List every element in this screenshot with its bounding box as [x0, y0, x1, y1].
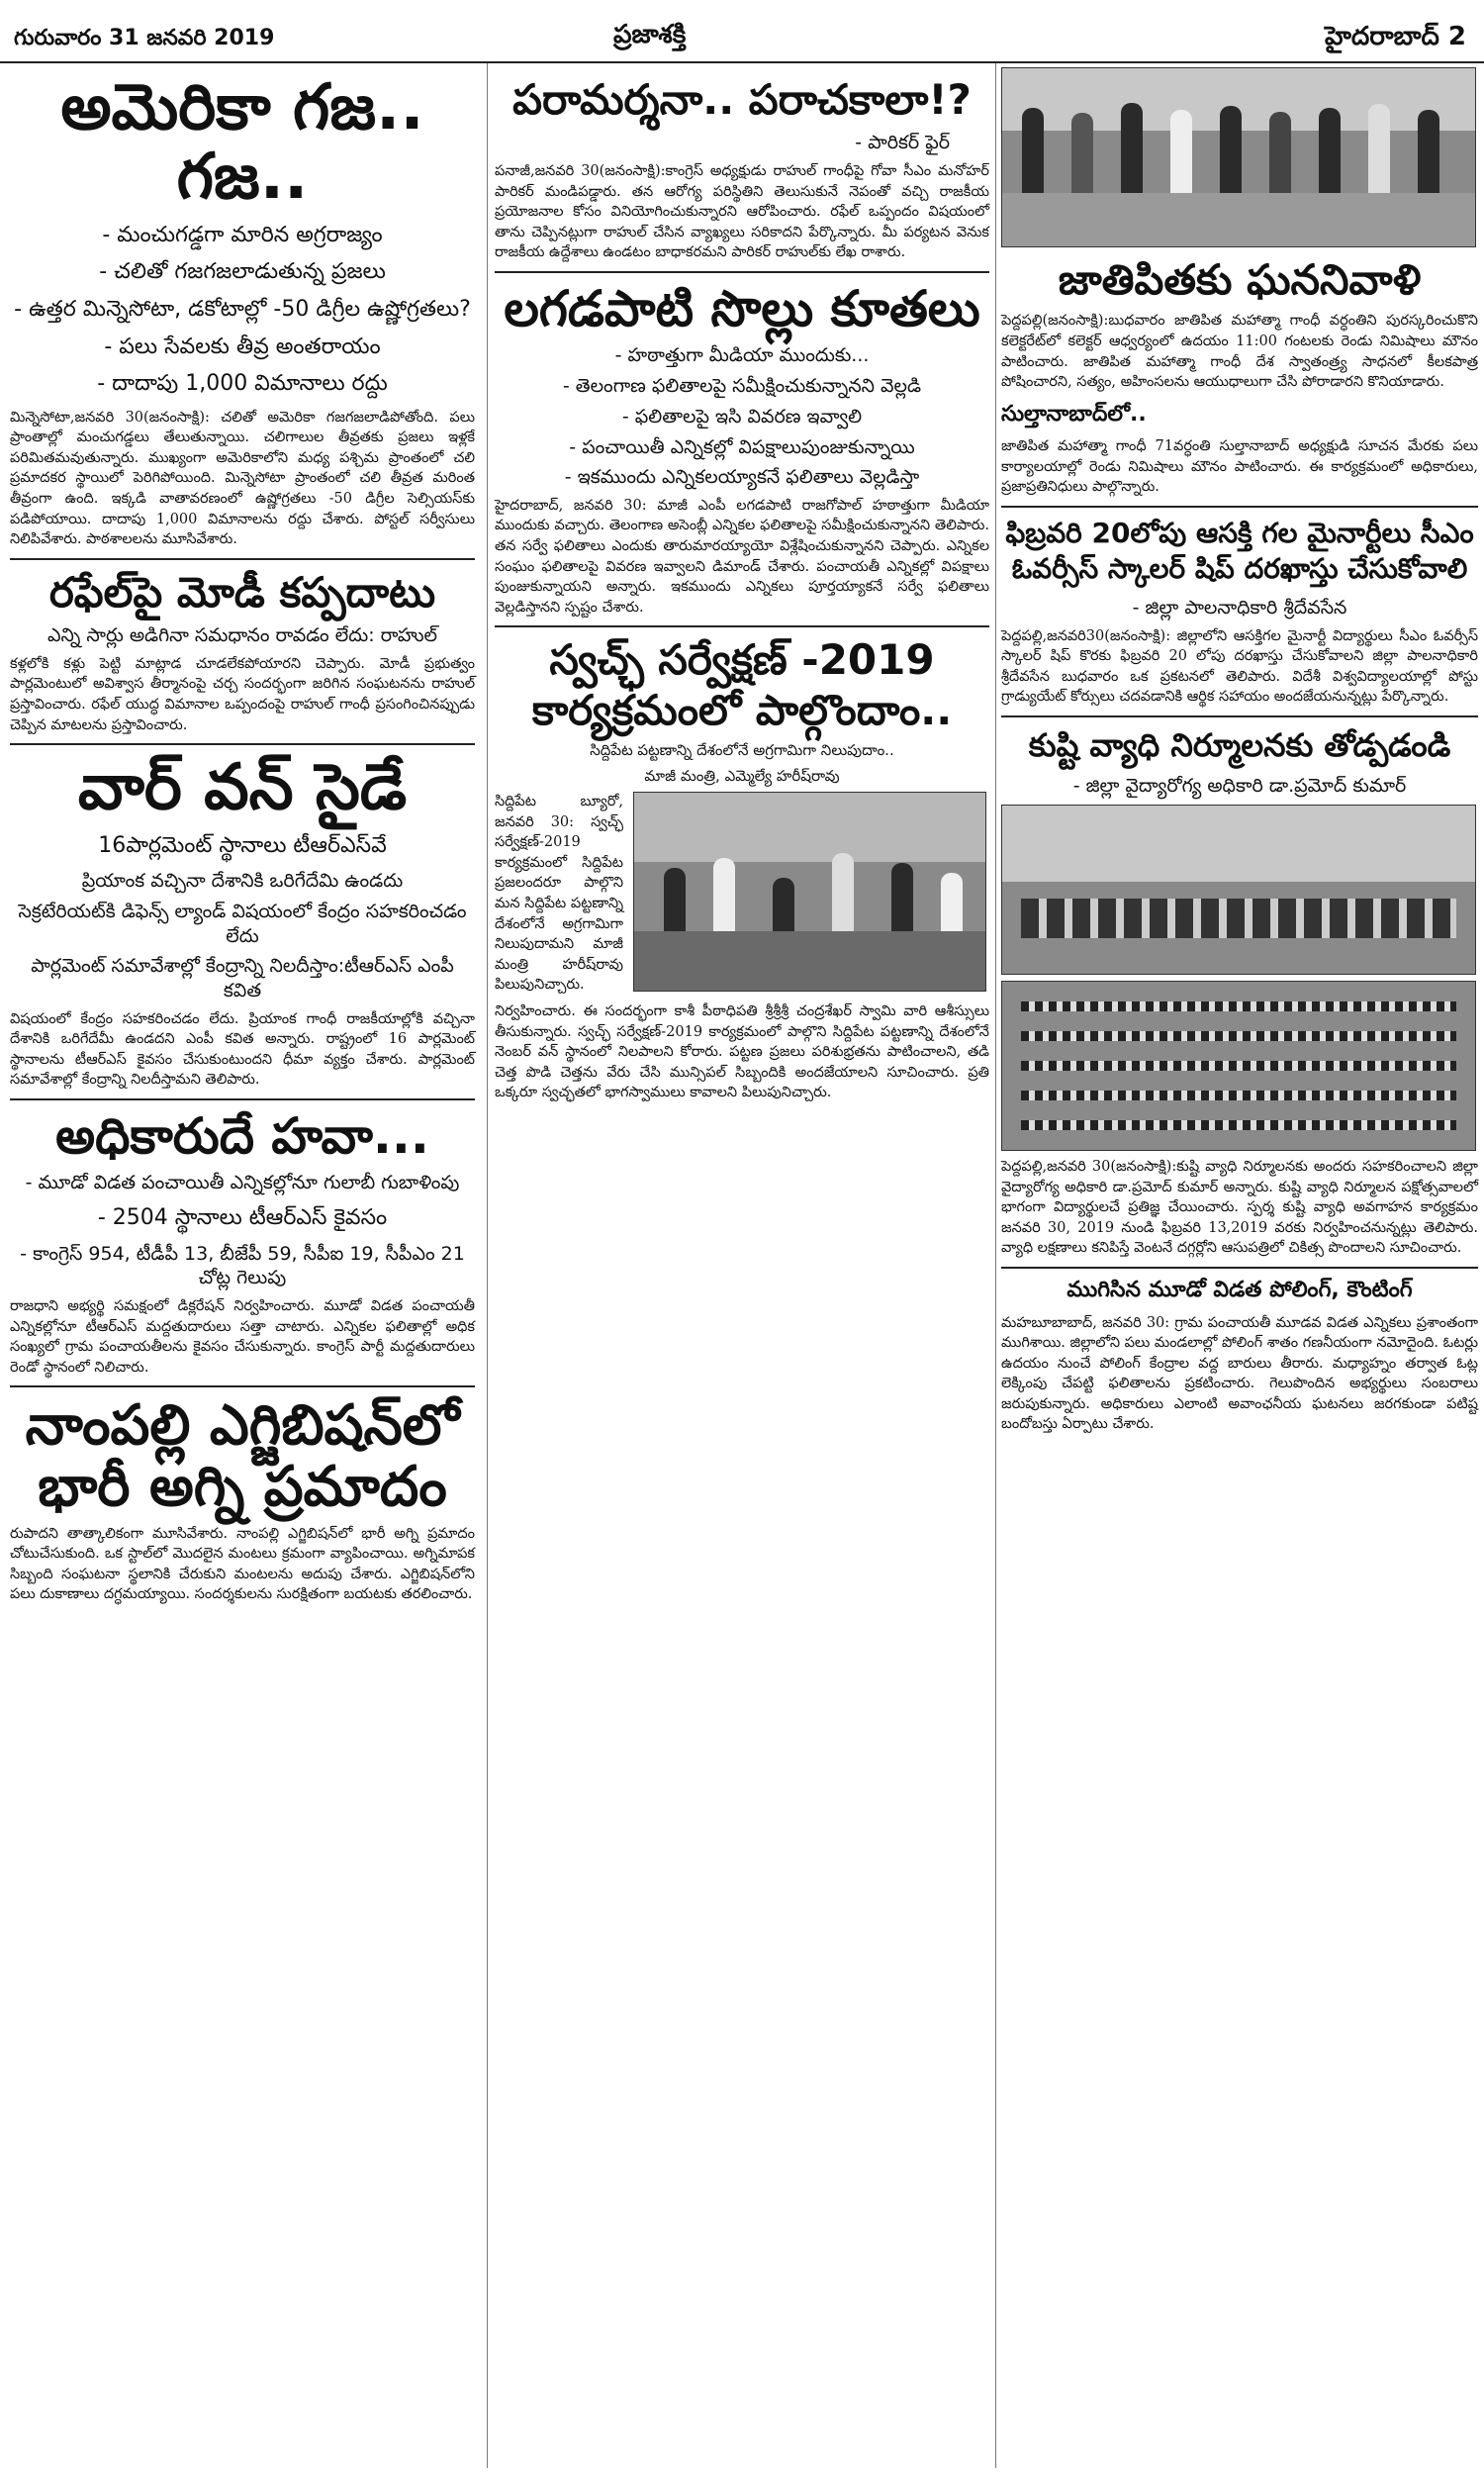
- column-left: [10, 67, 475, 1611]
- article-body: పెద్దపల్లి(జనంసాక్షి):బుధవారం జాతిపిత మహాత్మా గాంధీ వర్ధంతిని పురస్కరించుకొని కలెక్టరేట్‌లో కలెక్టర్ ఆధ్వర్యంలో ఉదయం 11:00 గంటలకు రెండు నిమిషాలు మౌనం పాటించారు. జాతిపిత మహాత్మా గాంధీ దేశ స్వాతంత్ర్య సాధనలో కీలకపాత్ర పోషించారని, సత్యం, అహింసలను ఆయుధాలుగా చేసి పోరాడారని కొనియాడారు.: [1001, 313, 1478, 391]
- article-officials-hawa: [10, 1108, 475, 1378]
- photo-background: [1002, 806, 1475, 882]
- headline: లగడపాటి సొల్లు కూతలు: [504, 279, 980, 337]
- headline: నాంపల్లి ఎగ్జిబిషన్‌లో భారీ అగ్ని ప్రమాదం: [25, 1393, 460, 1519]
- column-right: [1001, 67, 1478, 1441]
- headline: వార్ వన్ సైడే: [77, 751, 408, 825]
- subheadline: పార్లమెంట్ సమావేశాల్లో కేంద్రాన్ని నిలదీస్తాం:టీఆర్ఎస్ ఎంపీ కవిత: [31, 955, 454, 1001]
- photo-people-row: [1021, 1120, 1456, 1130]
- article-body: జాతిపిత మహాత్మా గాంధీ 71వర్ధంతి సుల్తానాబాద్ అధ్యక్షుడి సూచన మేరకు పలు కార్యాలయాల్లో రెండు నిమిషాలు మౌనం పాటించారు. ఈ కార్యక్రమంలో అధికారులు, ప్రజాప్రతినిధులు పాల్గొన్నారు.: [1001, 438, 1478, 496]
- article-body: నిర్వహించారు. ఈ సందర్భంగా కాశీ పీఠాధిపతి శ్రీశ్రీశ్రీ చంద్రశేఖర్ స్వామి వారి ఆశీస్సులు తీసుకున్నారు. స్వచ్ఛ్ సర్వేక్షణ్-2019 కార్యక్రమంలో పాల్గొని సిద్దిపేట పట్టణాన్ని దేశంలోనే నెంబర్ వన్ స్థానంలో నిలపాలని కోరారు. పట్టణ ప్రజలు పరిశుభ్రతను పాటించాలని, తడి చెత్త పొడి చెత్తను వేరు చేసి మున్సిపల్ సిబ్బందికి అందజేయాలని సూచించారు. ప్రతి ఒక్కరూ స్వచ్ఛతలో భాగస్వాములు కావాలని పిలుపునిచ్చారు.: [495, 1002, 989, 1101]
- headline: అమెరికా గజ.. గజ..: [60, 71, 424, 215]
- divider: [10, 743, 475, 745]
- column-middle: [495, 67, 989, 1109]
- headline: రఫేల్‌పై మోడీ కప్పదాటు: [48, 567, 436, 617]
- article-third-phase-polling: [1001, 1277, 1478, 1435]
- photo-people-row: [1021, 1061, 1456, 1071]
- divider: [1001, 715, 1478, 717]
- photo-people-row: [1021, 1001, 1456, 1011]
- subheadline: - పారికర్ ఫైర్: [855, 132, 950, 154]
- article-lagadapati: [495, 281, 989, 618]
- subheadline: - హఠాత్తుగా మీడియా ముందుకు...: [614, 344, 870, 367]
- newspaper-name: ప్రజాశక్తి: [613, 20, 687, 49]
- article-overseas-scholarship: [1001, 516, 1478, 708]
- article-body: మహబూబాబాద్, జనవరి 30: గ్రామ పంచాయతీ మూడవ విడత ఎన్నికలు ప్రశాంతంగా ముగిశాయి. జిల్లాలోని పలు మండలాల్లో పోలింగ్ శాతం గణనీయంగా నమోదైంది. ఓటర్లు ఉదయం నుంచే పోలింగ్ కేంద్రాల వద్ద బారులు తీరారు. మధ్యాహ్నం తర్వాత ఓట్ల లెక్కింపు చేపట్టి ఫలితాలను ప్రకటించారు. గెలుపొందిన అభ్యర్థులు సంబరాలు జరుపుకున్నారు. అధికారులు ఎలాంటి అవాంఛనీయ ఘటనలు జరగకుండా పటిష్ట బందోబస్తు ఏర్పాటు చేశారు.: [1001, 1314, 1478, 1433]
- column-divider: [487, 63, 488, 2468]
- article-gandhi-tribute: [1001, 255, 1478, 498]
- photo-people-row: [1021, 899, 1456, 938]
- headline: కుష్టి వ్యాధి నిర్మూలనకు తోడ్పడండి: [1028, 725, 1451, 764]
- article-body: రాజధాని అభ్యర్థి సమక్షంలో డిక్లరేషన్ నిర్వహించారు. మూడో విడత పంచాయతీ ఎన్నికల్లోనూ టీఆర్ఎస్ మద్దతుదారులు సత్తా చాటారు. ఎన్నికల ఫలితాల్లో అధిక సంఖ్యలో గ్రామ పంచాయతీలను కైవసం చేసుకున్నారు. కాంగ్రెస్ పార్టీ మద్దతుదారులు రెండో స్థానంలో నిలిచారు.: [10, 1298, 475, 1376]
- subheadline: సెక్రటేరియట్‌కి డిఫెన్స్ ల్యాండ్ విషయంలో కేంద్రం సహకరించడం లేదు: [18, 900, 467, 947]
- article-body: మిన్నెసోటా,జనవరి 30(జనంసాక్షి): చలితో అమెరికా గజగజలాడిపోతోంది. పలు ప్రాంతాల్లో మంచుగడ్డలు తేలుతున్నాయి. చలిగాలుల తీవ్రతకు ప్రజలు ఇళ్లకే పరిమితమవుతున్నారు. ముఖ్యంగా అమెరికాలోని మధ్య పశ్చిమ ప్రాంతంలో చలి ప్రమాదకర స్థాయిలో పెరిగిపోయింది. మిన్నెసోటా ప్రాంతంలో చలి తీవ్రత మరింత తీవ్రంగా ఉంది. ఇక్కడి వాతావరణంలో ఉష్ణోగ్రతలు -50 డిగ్రీల సెల్సియస్‌కు పడిపోయాయి. దాదాపు 1,000 విమానాలను రద్దు చేశారు. పోస్టల్ సర్వీసులు నిలిపివేశారు. పాఠశాలలను మూసివేశారు.: [10, 409, 475, 548]
- article-body: పనాజీ,జనవరి 30(జనంసాక్షి):కాంగ్రెస్ అధ్యక్షుడు రాహుల్ గాంధీపై గోవా సీఎం మనోహర్ పారికర్ మండిపడ్డారు. తన ఆరోగ్య పరిస్థితిని తెలుసుకునే నెపంతో వచ్చి రాజకీయ ప్రయోజనాల కోసం వినియోగించుకున్నారని ఆరోపించారు. రఫేల్ ఒప్పందం విషయంలో తాను చెప్పినట్లుగా రాహుల్ చేసిన వ్యాఖ్యలు సరికాదని పేర్కొన్నారు. మీ పర్యటన వెనుక రాజకీయ ఉద్దేశాలు ఉండటం బాధాకరమని పారికర్ రాహుల్‌కు లేఖ రాశారు.: [495, 163, 989, 261]
- subheadline: - పంచాయితీ ఎన్నికల్లో విపక్షాలుపుంజుకున్నాయి: [569, 435, 915, 458]
- article-body: రుపాదని తాత్కాలికంగా మూసివేశారు. నాంపల్లి ఎగ్జిబిషన్‌లో భారీ అగ్ని ప్రమాదం చోటుచేసుకుంది. ఒక స్టాల్‌లో మొదలైన మంటలు క్రమంగా వ్యాపించాయి. అగ్నిమాపక సిబ్బంది సంఘటనా స్థలానికి చేరుకుని మంటలను అదుపు చేశారు. ఎగ్జిబిషన్‌లోని పలు దుకాణాలు దగ్ధమయ్యాయి. సందర్శకులను సురక్షితంగా బయటకు తరలించారు.: [10, 1525, 475, 1603]
- headline: పరామర్శనా.. పరాచకాలా!?: [512, 75, 972, 124]
- gandhi-tribute-photo: [1001, 67, 1476, 247]
- subheadline: - ఉత్తర మిన్నెసోటా, డకోటాల్లో -50 డిగ్రీల ఉష్ణోగ్రతలు?: [14, 296, 471, 322]
- article-body: సిద్దిపేట బ్యూరో, జనవరి 30: స్వచ్ఛ్ సర్వేక్షణ్-2019 కార్యక్రమంలో సిద్దిపేట ప్రజలందరూ పాల్గొని మన సిద్దిపేట పట్టణాన్ని దేశంలోనే అగ్రగామిగా నిలుపుదామని మాజీ మంత్రి హరీష్‌రావు పిలుపునిచ్చారు.: [495, 794, 623, 994]
- photo-people-row: [1021, 1031, 1456, 1041]
- divider: [495, 625, 989, 627]
- article-exhibition-fire: [10, 1395, 475, 1605]
- column-divider: [995, 63, 996, 2468]
- section-subhead: సుల్తానాబాద్‌లో..: [1001, 401, 1147, 427]
- article-body: పెద్దపల్లి,జనవరి 30(జనంసాక్షి):కుష్టి వ్యాధి నిర్మూలనకు అందరు సహకరించాలని జిల్లా వైద్యారోగ్య అధికారి డా.ప్రమోద్ కుమార్ అన్నారు. కుష్టి వ్యాధి నిర్మూలన పక్షోత్సవాలలో భాగంగా విద్యార్థులచే ప్రతిజ్ఞ చేయించారు. స్పర్శ కుష్టి వ్యాధి అవగాహన కార్యక్రమం జనవరి 30, 2019 నుండి ఫిబ్రవరి 13,2019 వరకు నిర్వహించనున్నట్లు తెలిపారు. వ్యాధి లక్షణాలు కనిపిస్తే వెంటనే దగ్గర్లోని ఆసుపత్రిలో చికిత్స పొందాలని సూచించారు.: [1001, 1159, 1478, 1257]
- photo-background: [634, 793, 985, 862]
- article-body: పెద్దపల్లి,జనవరి30(జనంసాక్షి): జిల్లాలోని ఆసక్తిగల మైనార్టీ విద్యార్థులు సీఎం ఓవర్సీస్ స్కాలర్ షిప్ కొరకు ఫిబ్రవరి 20 లోపు దరఖాస్తు చేసుకోవాలని జిల్లా పాలనాధికారి శ్రీదేవసేన బుధవారం ఒక ప్రకటనలో తెలిపారు. విదేశీ విశ్వవిద్యాలయాల్లో పోస్టు గ్రాడ్యుయేట్ కోర్సులు చదవడానికి ఆర్థిక సహాయం అందజేయనున్నట్లు పేర్కొన్నారు.: [1001, 627, 1478, 706]
- subheadline: - తెలంగాణ ఫలితాలపై సమీక్షించుకున్నానని వెల్లడి: [562, 375, 922, 398]
- edition-city-page: హైదరాబాద్ 2: [1325, 22, 1466, 51]
- subheadline: - మూడో విడత పంచాయితీ ఎన్నికల్లోనూ గులాబీ గుబాళింపు: [25, 1172, 460, 1194]
- photo-people-row: [1021, 1091, 1456, 1100]
- issue-date: గురువారం 31 జనవరి 2019: [14, 26, 275, 50]
- headline: స్వచ్ఛ్ సర్వేక్షణ్ -2019 కార్యక్రమంలో పాల్గొందాం..: [531, 635, 953, 734]
- headline: ఫిబ్రవరి 20లోపు ఆసక్తి గల మైనార్టీలు సీఎం ఓవర్సీస్ స్కాలర్ షిప్ దరఖాస్తు చేసుకోవాలి: [1005, 517, 1474, 586]
- subheadline: - జిల్లా వైద్యారోగ్య అధికారి డా.ప్రమోద్ కుమార్: [1072, 775, 1407, 798]
- swachh-event-photo: [633, 792, 986, 992]
- subheadline: - కాంగ్రెస్ 954, టీడీపీ 13, బీజేపీ 59, సీపీఐ 19, సీపీఎం 21 చోట్ల గెలుపు: [20, 1242, 465, 1289]
- article-america-cold: [10, 73, 475, 550]
- subheadline: - ఫలితాలపై ఇసి వివరణ ఇవ్వాలి: [621, 405, 863, 428]
- subheadline: మాజీ మంత్రి, ఎమ్మెల్యే హరీష్‌రావు: [644, 766, 840, 785]
- headline: ముగిసిన మూడో విడత పోలింగ్, కౌంటింగ్: [1067, 1277, 1413, 1302]
- photo-floor: [1002, 193, 1475, 246]
- subheadline: - చలితో గజగజలాడుతున్న ప్రజలు: [99, 259, 386, 285]
- article-body: హైదరాబాద్, జనవరి 30: మాజీ ఎంపీ లగడపాటి రాజగోపాల్ హఠాత్తుగా మీడియా ముందుకు వచ్చారు. తెలంగాణ అసెంబ్లీ ఎన్నికల ఫలితాలపై సమీక్షించుకున్నానని తెలిపారు. తన సర్వే ఫలితాలు ఎందుకు తారుమారయ్యాయో విశ్లేషించుకున్నానని చెప్పారు. ఎన్నికల సంఘం ఫలితాలపై వివరణ ఇవ్వాలని డిమాండ్ చేశారు. పంచాయతీ ఎన్నికల్లో విపక్షాలు పుంజుకున్నాయని అన్నారు. ఇకముందు ఎన్నికలు పూర్తయ్యాకనే సర్వే ఫలితాలు వెల్లడిస్తానని స్పష్టం చేశారు.: [495, 497, 989, 616]
- subheadline: - పలు సేవలకు తీవ్ర అంతరాయం: [104, 333, 381, 359]
- article-body: కళ్లలోకి కళ్లు పెట్టి మాట్లాడ చూడలేకపోయారని చెప్పారు. మోడీ ప్రభుత్వం పార్లమెంటులో అవిశ్వాస తీర్మానంపై చర్చ సందర్భంగా జరిగిన సంఘటనను రాహుల్ ప్రస్తావించారు. రఫేల్ యుద్ధ విమానాల ఒప్పందంపై రాహుల్ గాంధీ ప్రసంగించినప్పుడు చెప్పిన మాటలను ప్రస్తావించారు.: [10, 655, 475, 733]
- headline: అధికారుదే హవా...: [55, 1106, 429, 1165]
- article-rafale: [10, 568, 475, 735]
- divider: [1001, 506, 1478, 508]
- photo-person: [1121, 103, 1143, 207]
- subheadline: - దాదాపు 1,000 విమానాలు రద్దు: [97, 371, 388, 397]
- divider: [10, 558, 475, 560]
- students-pledge-photo: [1001, 981, 1476, 1151]
- leprosy-event-photo: [1001, 805, 1476, 975]
- photo-floor: [634, 931, 985, 991]
- subheadline: - మంచుగడ్డగా మారిన అగ్రరాజ్యం: [102, 222, 383, 247]
- article-leprosy: [1001, 725, 1478, 1259]
- article-body: విషయంలో కేంద్రం సహకరించడం లేదు. ప్రియాంక గాంధీ రాజకీయాల్లోకి వచ్చినా దేశానికి ఒరిగేదేమీ ఉండదని ఎంపీ కవిత అన్నారు. రాష్ట్రంలో 16 పార్లమెంట్ స్థానాలను టీఆర్ఎస్ కైవసం చేసుకుంటుందని ధీమా వ్యక్తం చేశారు. పార్లమెంట్ సమావేశాల్లో కేంద్రాన్ని నిలదీస్తామని తెలిపారు.: [10, 1010, 475, 1089]
- masthead: [0, 0, 1484, 63]
- subheadline: సిద్దిపేట పట్టణాన్ని దేశంలోనే అగ్రగామిగా నిలుపుదాం..: [590, 741, 894, 760]
- swachh-layout: [495, 792, 989, 996]
- divider: [1001, 1267, 1478, 1269]
- divider: [10, 1098, 475, 1100]
- photo-person: [1368, 104, 1390, 207]
- article-war-one-side: [10, 753, 475, 1091]
- divider: [10, 1385, 475, 1387]
- divider: [495, 271, 989, 273]
- article-swachh-survekshan: [495, 635, 989, 1102]
- subheadline: - జిల్లా పాలనాధికారి శ్రీదేవసేన: [1132, 596, 1347, 619]
- subheadline: ఎన్ని సార్లు అడిగినా సమధానం రావడం లేదు: రాహుల్: [46, 624, 437, 647]
- subheadline: 16పార్లమెంట్ స్థానాలు టీఆర్ఎస్‌వే: [98, 832, 387, 858]
- article-parrikar: [495, 75, 989, 263]
- subheadline: ప్రియాంక వచ్చినా దేశానికి ఒరిగేదేమి ఉండదు: [81, 870, 404, 893]
- subheadline: - 2504 స్థానాలు టీఆర్ఎస్ కైవసం: [97, 1205, 388, 1231]
- subheadline: - ఇకముందు ఎన్నికలయ్యాకనే ఫలితాలు వెల్లడిస్తా: [564, 466, 920, 489]
- headline: జాతిపితకు ఘననివాళి: [1058, 255, 1422, 304]
